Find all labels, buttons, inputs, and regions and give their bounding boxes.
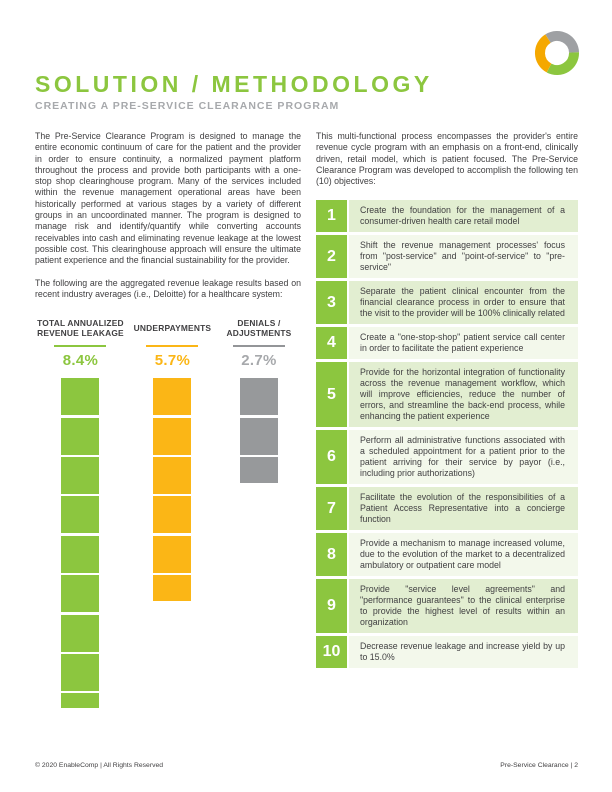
objective-number: 6 [316, 430, 347, 484]
chart-column-label: DENIALS / ADJUSTMENTS [226, 317, 292, 339]
objectives-intro: This multi-functional process encompasses the provider's entire revenue cycle program with an emphasis on a front-end, clinically driven, retail model, which is patient focused. The Pre-Service Clearance Program was developed to accomplish the following ten (10) objectives: [316, 131, 578, 187]
page-title: SOLUTION / METHODOLOGY [35, 71, 433, 97]
objective-number: 5 [316, 362, 347, 427]
objective-text: Provide a mechanism to manage increased volume, due to the evolution of the market to a decentralized ambulatory or outpatient care model [349, 533, 578, 576]
enablecomp-logo-icon [533, 29, 581, 77]
bar-segment [61, 496, 99, 533]
bar-segment [240, 378, 278, 415]
objective-number: 9 [316, 579, 347, 633]
chart-column-rule [146, 345, 198, 347]
footer-page-label: Pre-Service Clearance | 2 [500, 762, 578, 769]
bar-segment [153, 496, 191, 533]
chart-column-label: TOTAL ANNUALIZED REVENUE LEAKAGE [37, 317, 124, 339]
bar-segment [61, 615, 99, 652]
objective-row [316, 281, 578, 324]
bar-segment [153, 418, 191, 455]
objective-row [316, 235, 578, 278]
objective-row [316, 430, 578, 484]
objective-row [316, 362, 578, 427]
objective-row [316, 327, 578, 359]
bar-segment [61, 378, 99, 415]
bar-segment [153, 457, 191, 494]
objective-number: 4 [316, 327, 347, 359]
chart-column [128, 315, 217, 711]
objective-number: 3 [316, 281, 347, 324]
chart-bar [240, 378, 278, 485]
objective-row [316, 636, 578, 668]
bar-segment [61, 654, 99, 691]
bar-segment [61, 536, 99, 573]
chart-column [33, 315, 128, 711]
objective-text: Shift the revenue management processes' focus from "post-service" and "point-of-service" to "pre-service" [349, 235, 578, 278]
objective-text: Perform all administrative functions associated with a scheduled appointment for a patient prior to the patient arriving for their service by payor (i.e., including prior authorizations) [349, 430, 578, 484]
chart-bar [61, 378, 99, 711]
bar-segment [240, 418, 278, 455]
objective-number: 2 [316, 235, 347, 278]
bar-segment-partial [153, 575, 191, 601]
bar-segment [61, 575, 99, 612]
objective-text: Create a "one-stop-shop" patient service call center in order to facilitate the patient experience [349, 327, 578, 359]
bar-segment-partial [240, 457, 278, 483]
right-column [316, 131, 578, 671]
chart-column-value: 8.4% [62, 352, 99, 370]
chart-column-value: 5.7% [154, 352, 191, 370]
bar-segment [61, 418, 99, 455]
objective-text: Create the foundation for the management of a consumer-driven health care retail model [349, 200, 578, 232]
bar-segment [61, 457, 99, 494]
footer-copyright: © 2020 EnableComp | All Rights Reserved [35, 762, 164, 769]
objective-number: 7 [316, 487, 347, 530]
bar-segment [153, 536, 191, 573]
objective-number: 8 [316, 533, 347, 576]
chart-column-label: UNDERPAYMENTS [133, 322, 212, 333]
objective-text: Facilitate the evolution of the responsibilities of a Patient Access Representative into a concierge function [349, 487, 578, 530]
objective-number: 1 [316, 200, 347, 232]
objective-row [316, 579, 578, 633]
objective-row [316, 200, 578, 232]
bar-segment [153, 378, 191, 415]
objectives-list [316, 200, 578, 668]
bar-segment-partial [61, 693, 99, 708]
enablecomp-logo [533, 29, 581, 77]
chart-column-value: 2.7% [241, 352, 277, 370]
objective-row [316, 533, 578, 576]
left-paragraph-2: The following are the aggregated revenue leakage results based on recent industry averages (i.e., Deloitte) for a healthcare system: [35, 277, 301, 299]
chart-bar [153, 378, 191, 603]
objective-text: Separate the patient clinical encounter from the financial clearance process in order to ensure that the visit to the provider will be 100% clinically related [349, 281, 578, 324]
left-paragraph-1: The Pre-Service Clearance Program is designed to manage the entire economic continuum of care for the patient and the provider in order to ensure continuity, a normalized payment platform throughout the process and provide both participants with a one-stop shop clearinghouse program. Many of the services included within the revenue management operational areas have been historically performed at various stages by a variety of different groups in an uncoordinated manner. The program is designed to manage risk and identify/quantify while converting accounts receivables into cash and eliminating revenue leakage at the lowest possible cost. This clearinghouse approach will ensure the ultimate patient experience and the financial sustainability for the provider. [35, 131, 301, 266]
objective-text: Provide "service level agreements" and "performance guarantees" to the clinical enterprise to provide the highest level of results within an organization [349, 579, 578, 633]
objective-text: Provide for the horizontal integration of functionality across the revenue management workflow, which will improve efficiencies, reduce the number of errors, and streamline the back-end process, while enhancing the patient experience [349, 362, 578, 427]
leakage-chart [33, 315, 301, 711]
objective-number: 10 [316, 636, 347, 668]
objective-row [316, 487, 578, 530]
chart-column [217, 315, 301, 711]
chart-column-rule [54, 345, 106, 347]
left-column [35, 131, 301, 711]
page-subtitle: CREATING A PRE-SERVICE CLEARANCE PROGRAM [35, 100, 340, 112]
objective-text: Decrease revenue leakage and increase yield by up to 15.0% [349, 636, 578, 668]
chart-column-rule [233, 345, 285, 347]
